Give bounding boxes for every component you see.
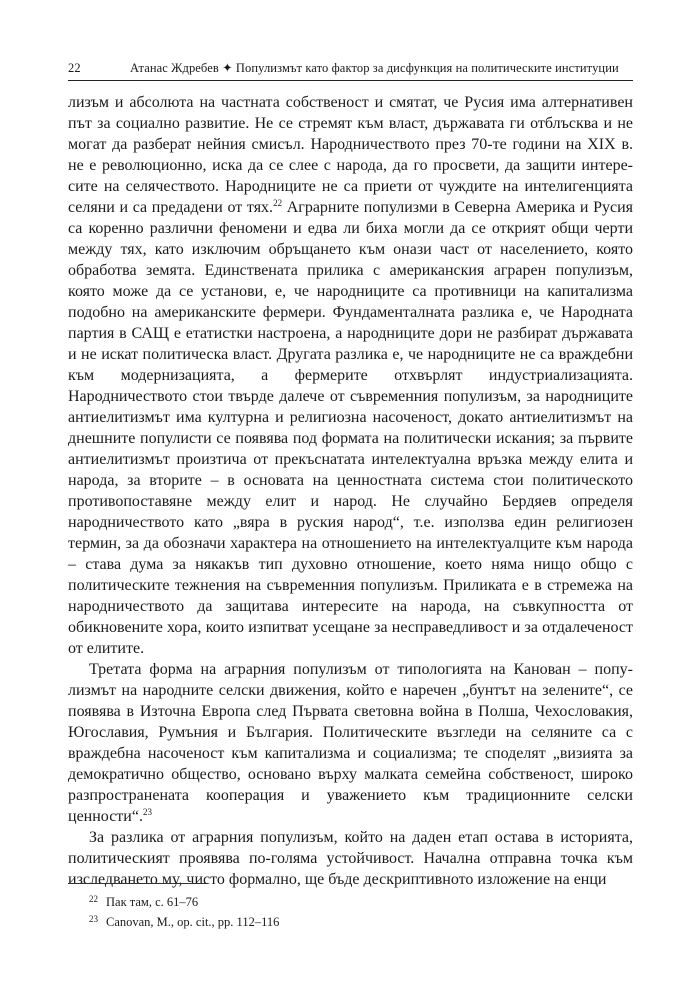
paragraph-2-text: Третата форма на аграрния популизъм от типологията на Канован – популизмът на народните селски движения, който е наречен „бунтът на зелените“, се появява в Източна Европа след Първата световна война в Полша, Чехословакия, Югославия, Румъния и България. Политическите възгледи на селяните са с враждебна насоченост към капитализма и социализма; те споделят „визията за демократично общество, основано върху малката семейна собственост, широко разпространената кооперация и уважението към традиционните селски ценности“.	[68, 661, 633, 825]
running-title: Атанас Ждребев ✦ Популизмът като фактор за дисфункция на политическите институции	[130, 61, 619, 75]
footnote-text: Canovan, M., op. cit., pp. 112–116	[106, 915, 280, 929]
footnote-number: 23	[89, 914, 98, 924]
paragraph-1	[68, 92, 633, 659]
paragraph-1-part-b: Аграрните популизми в Северна Америка и Русия са коренно различни феномени и едва ли биха могли да се открият общи черти между тях, като изключим обръщането към онази част от населението, която обработва земята. Единствената прилика с американския аграрен популизъм, която може да се установи, е, че народниците са противници на капитализма подобно на американските фермери. Фундаменталната разлика е, че Народната партия в САЩ е етатистки настроена, а народниците дори не разбират държавата и не искат политическа власт. Другата разлика е, че народниците не са враждебни към модернизацията, а фермерите отхвърлят индустриализацията. Народничеството стои твърде далече от съвременния популизъм, за народниците антиелитизмът има културна и религиозна насоченост, докато антиелитизмът на днешните популисти се появява под формата на политически искания; за първите антиелитизмът произтича от прекъснатата интелектуална връзка между елита и народа, за вторите – в основата на ценностната система стои политическото противопоставяне между елит и народ. Не случайно Бердяев определя народничеството като „вяра в руския народ“, т.е. използва един религиозен термин, за да обозначи характера на отношението на интелектуалците към народа – става дума за някакъв тип духовно отношение, което няма нищо общо с политическите тежнения на съвременния популизъм. Приликата е в стремежа на народничеството да защитава интересите на народа, на съвкупността от обикновените хора, които изпитват усещане за несправедливост и за отдалеченост от елитите.	[68, 199, 633, 657]
footnote	[68, 912, 633, 932]
footnote-rule	[68, 883, 208, 884]
footnote-ref-22[interactable]: 22	[273, 198, 283, 208]
running-header	[68, 60, 633, 76]
paragraph-3: За разлика от аграрния популизъм, който на даден етап остава в историята, политическият проявява по-голяма устойчивост. Начална отправна точка към изследването му, чисто формално, ще бъде дескриптивното изложение на енци	[68, 829, 633, 888]
header-rule	[68, 80, 633, 81]
footnote-ref-23[interactable]: 23	[142, 807, 152, 817]
footnote	[68, 892, 633, 912]
paragraph-1-part-a: лизъм и абсолюта на частната собственост и смятат, че Русия има алтернативен път за социално развитие. Не се стремят към власт, държавата ги отблъсква и не могат да разберат нейния смисъл. Народничеството през 70-те години на XIX в. не е революционно, иска да се слее с народа, да го просвети, да защити интересите на селячеството. Народниците не са приети от чуждите на интелигенцията селяни и са предадени от тях.	[68, 94, 633, 216]
footnote-number: 22	[89, 894, 98, 904]
footnotes	[68, 892, 633, 932]
paragraph-2	[68, 659, 633, 827]
footnote-text: Пак там, с. 61–76	[106, 895, 199, 909]
body-text	[68, 92, 633, 890]
page-number: 22	[68, 61, 81, 75]
